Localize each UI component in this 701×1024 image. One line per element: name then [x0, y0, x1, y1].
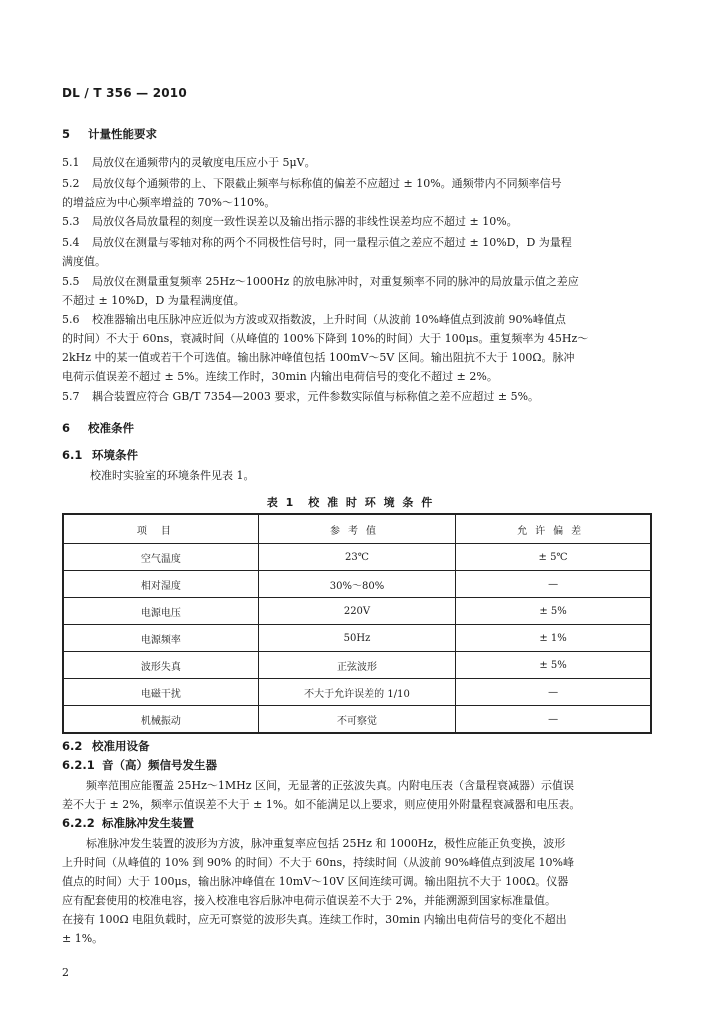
table-cell: ± 5℃ — [456, 544, 651, 571]
table-cell: — — [456, 571, 651, 598]
header-cell-item: 项目 — [63, 514, 258, 544]
clause-number: 5.4 — [62, 236, 80, 249]
subsection-6-2-2-text — [62, 834, 652, 948]
page-number: 2 — [62, 966, 69, 979]
paragraph-line: 频率范围应能覆盖 25Hz～1MHz 区间，无显著的正弦波失真。内附电压表（含量程衰减器）示值误 — [86, 779, 575, 792]
subsection-title: 标准脉冲发生装置 — [102, 816, 194, 830]
subsection-title: 校准用设备 — [92, 739, 150, 753]
section-6-heading — [62, 420, 652, 436]
paragraph-line: 上升时间（从峰值的 10% 到 90% 的时间）不大于 60ns，持续时间（从波前 90%峰值点到波尾 10%峰 — [62, 856, 574, 869]
table-cell: ± 5% — [456, 652, 651, 679]
table-cell: 电源电压 — [63, 598, 258, 625]
section-5-heading — [62, 126, 652, 142]
clause-number: 5.5 — [62, 275, 80, 288]
clause-5-7 — [62, 387, 652, 406]
table-row — [63, 544, 651, 571]
clause-text-line: 不超过 ± 10%D，D 为量程满度值。 — [62, 294, 245, 307]
paragraph-line: 在接有 100Ω 电阻负载时，应无可察觉的波形失真。连续工作时，30min 内输出电荷信号的变化不超出 — [62, 913, 567, 926]
table-cell: ± 1% — [456, 625, 651, 652]
clause-number: 5.3 — [62, 215, 80, 228]
paragraph-line: ± 1%。 — [62, 932, 104, 945]
clause-5-2 — [62, 174, 652, 212]
subsection-number: 6.2 — [62, 739, 83, 753]
section-number: 6 — [62, 421, 71, 435]
subsection-number: 6.2.1 — [62, 758, 95, 772]
table-cell: 空气温度 — [63, 544, 258, 571]
clause-text-line: 2kHz 中的某一值或若干个可选值。输出脉冲峰值包括 100mV～5V 区间。输出阻抗不大于 100Ω。脉冲 — [62, 351, 575, 364]
section-title: 校准条件 — [88, 421, 134, 435]
clause-5-4 — [62, 233, 652, 271]
table-row — [63, 571, 651, 598]
clause-number: 5.1 — [62, 156, 80, 169]
table-row — [63, 652, 651, 679]
clause-text-line: 满度值。 — [62, 255, 106, 268]
table-row — [63, 625, 651, 652]
clause-5-3 — [62, 212, 652, 231]
clause-text-line: 局放仪在测量重复频率 25Hz～1000Hz 的放电脉冲时，对重复频率不同的脉冲的局放量示值之差应 — [92, 275, 579, 288]
paragraph-line: 应有配套使用的校准电容，接入校准电容后脉冲电荷示值误差不大于 2%，并能溯源到国家标准量值。 — [62, 894, 556, 907]
subsection-number: 6.2.2 — [62, 816, 95, 830]
clause-text-line: 局放仪每个通频带的上、下限截止频率与标称值的偏差不应超过 ± 10%。通频带内不同频率信号 — [92, 177, 562, 190]
clause-text-line: 局放仪在测量与零轴对称的两个不同极性信号时，同一量程示值之差应不超过 ± 10%D，D 为量程 — [92, 236, 572, 249]
clause-5-5 — [62, 272, 652, 310]
subsection-6-1-text: 校准时实验室的环境条件见表 1。 — [90, 469, 255, 482]
clause-text: 局放仪在通频带内的灵敏度电压应小于 5μV。 — [92, 156, 316, 169]
subsection-number: 6.1 — [62, 448, 83, 462]
table-cell: ± 5% — [456, 598, 651, 625]
clause-5-1 — [62, 153, 652, 172]
paragraph-line: 值点的时间）大于 100μs，输出脉冲峰值在 10mV～10V 区间连续可调。输出阻抗不大于 100Ω。仪器 — [62, 875, 569, 888]
section-number: 5 — [62, 127, 71, 141]
clause-text: 局放仪各局放量程的刻度一致性误差以及输出指示器的非线性误差均应不超过 ± 10%。 — [92, 215, 518, 228]
table-cell: 正弦波形 — [258, 652, 455, 679]
table-cell: — — [456, 679, 651, 706]
table-row — [63, 679, 651, 706]
table-row — [63, 598, 651, 625]
subsection-title: 环境条件 — [92, 448, 138, 462]
table-cell: 机械振动 — [63, 706, 258, 734]
clause-number: 5.7 — [62, 390, 80, 403]
section-title: 计量性能要求 — [88, 127, 157, 141]
table-cell: 相对湿度 — [63, 571, 258, 598]
table-cell: 23℃ — [258, 544, 455, 571]
table-caption: 表 1 校 准 时 环 境 条 件 — [266, 496, 435, 509]
clause-5-6 — [62, 310, 652, 386]
subsection-6-2-1-heading — [62, 757, 652, 773]
subsection-6-2-heading — [62, 738, 652, 754]
table-header-row — [63, 514, 651, 544]
subsection-6-2-1-text — [62, 776, 652, 814]
table-cell: 不大于允许误差的 1/10 — [258, 679, 455, 706]
table-cell: 不可察觉 — [258, 706, 455, 734]
table-cell: — — [456, 706, 651, 734]
paragraph-line: 差不大于 ± 2%，频率示值误差不大于 ± 1%。如不能满足以上要求，则应使用外附量程衰减器和电压表。 — [62, 798, 581, 811]
table-cell: 电源频率 — [63, 625, 258, 652]
clause-text-line: 校准器输出电压脉冲应近似为方波或双指数波，上升时间（从波前 10%峰值点到波前 90%峰值点 — [92, 313, 566, 326]
table-cell: 电磁干扰 — [63, 679, 258, 706]
subsection-6-1-heading — [62, 447, 652, 463]
clause-number: 5.6 — [62, 313, 80, 326]
paragraph-line: 标准脉冲发生装置的波形为方波，脉冲重复率应包括 25Hz 和 1000Hz，极性应能正负变换，波形 — [86, 837, 566, 850]
header-cell-reference: 参考值 — [258, 514, 455, 544]
clause-text-line: 的增益应为中心频率增益的 70%～110%。 — [62, 196, 276, 209]
table-cell: 50Hz — [258, 625, 455, 652]
environment-conditions-table — [62, 513, 652, 734]
subsection-title: 音（高）频信号发生器 — [102, 758, 217, 772]
clause-number: 5.2 — [62, 177, 80, 190]
subsection-6-2-2-heading — [62, 815, 652, 831]
clause-text-line: 的时间）不大于 60ns，衰减时间（从峰值的 100%下降到 10%的时间）大于 100μs。重复频率为 45Hz～ — [62, 332, 589, 345]
table-cell: 30%～80% — [258, 571, 455, 598]
table-cell: 220V — [258, 598, 455, 625]
table-cell: 波形失真 — [63, 652, 258, 679]
clause-text: 耦合装置应符合 GB/T 7354—2003 要求，元件参数实际值与标称值之差不应超过 ± 5%。 — [92, 390, 540, 403]
header-cell-tolerance: 允许偏差 — [456, 514, 651, 544]
table-row — [63, 706, 651, 734]
document-code: DL / T 356 — 2010 — [62, 86, 187, 100]
clause-text-line: 电荷示值误差不超过 ± 5%。连续工作时，30min 内输出电荷信号的变化不超过 ± 2%。 — [62, 370, 498, 383]
